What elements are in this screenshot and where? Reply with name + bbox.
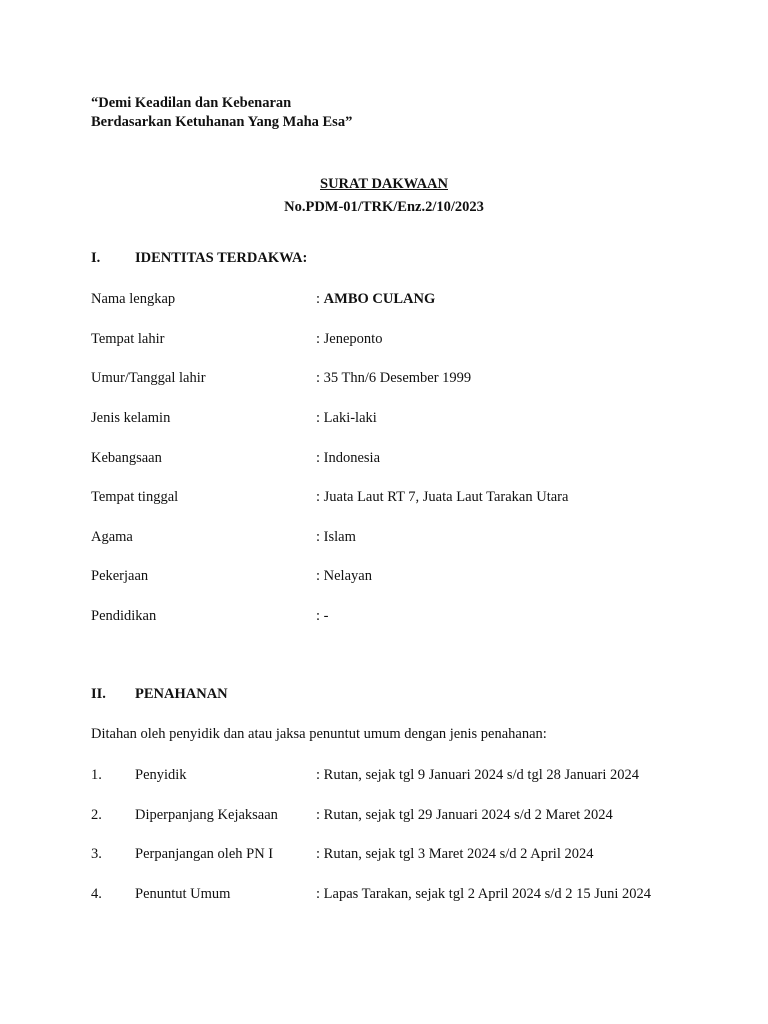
identity-value: : 35 Thn/6 Desember 1999	[316, 370, 472, 386]
identity-label: Pendidikan	[91, 608, 157, 624]
section-1-roman: I.	[91, 250, 101, 266]
detention-number: 2.	[91, 807, 102, 823]
section-2-heading	[91, 686, 228, 703]
detention-intro: Ditahan oleh penyidik dan atau jaksa penuntut umum dengan jenis penahanan:	[91, 726, 547, 742]
document-number: No.PDM-01/TRK/Enz.2/10/2023	[284, 199, 484, 215]
identity-label: Jenis kelamin	[91, 410, 171, 426]
identity-label: Tempat tinggal	[91, 489, 179, 505]
motto	[91, 94, 352, 132]
motto-line-1: “Demi Keadilan dan Kebenaran	[91, 95, 292, 111]
detention-value: : Rutan, sejak tgl 3 Maret 2024 s/d 2 April 2024	[316, 846, 594, 862]
detention-label: Penuntut Umum	[135, 886, 231, 902]
identity-label: Tempat lahir	[91, 331, 165, 347]
detention-number: 4.	[91, 886, 102, 902]
section-2-title: PENAHANAN	[135, 686, 228, 702]
identity-value: : -	[316, 608, 329, 624]
identity-label: Agama	[91, 529, 133, 545]
section-1-heading	[91, 250, 307, 267]
document-title-text: SURAT DAKWAAN	[320, 176, 448, 192]
identity-label: Nama lengkap	[91, 291, 176, 307]
detention-value: : Rutan, sejak tgl 29 Januari 2024 s/d 2 Maret 2024	[316, 807, 613, 823]
identity-value: : Islam	[316, 529, 356, 545]
document-title	[0, 176, 768, 193]
detention-value: : Rutan, sejak tgl 9 Januari 2024 s/d tgl 28 Januari 2024	[316, 767, 639, 783]
detention-value: : Lapas Tarakan, sejak tgl 2 April 2024 s/d 2 15 Juni 2024	[316, 886, 651, 902]
section-1-title: IDENTITAS TERDAKWA:	[135, 250, 308, 266]
detention-label: Diperpanjang Kejaksaan	[135, 807, 278, 823]
identity-value: : Nelayan	[316, 568, 372, 584]
motto-line-2: Berdasarkan Ketuhanan Yang Maha Esa”	[91, 114, 353, 130]
detention-label: Perpanjangan oleh PN I	[135, 846, 274, 862]
identity-value: : Juata Laut RT 7, Juata Laut Tarakan Utara	[316, 489, 569, 505]
identity-separator: :	[316, 291, 324, 307]
identity-label: Kebangsaan	[91, 450, 162, 466]
identity-label: Pekerjaan	[91, 568, 149, 584]
identity-label: Umur/Tanggal lahir	[91, 370, 206, 386]
identity-value: : Indonesia	[316, 450, 381, 466]
detention-number: 3.	[91, 846, 102, 862]
defendant-name: AMBO CULANG	[323, 291, 436, 307]
detention-number: 1.	[91, 767, 102, 783]
identity-value	[316, 289, 435, 309]
identity-value: : Laki-laki	[316, 410, 377, 426]
identity-value: : Jeneponto	[316, 331, 383, 347]
detention-label: Penyidik	[135, 767, 187, 783]
section-2-roman: II.	[91, 686, 106, 702]
